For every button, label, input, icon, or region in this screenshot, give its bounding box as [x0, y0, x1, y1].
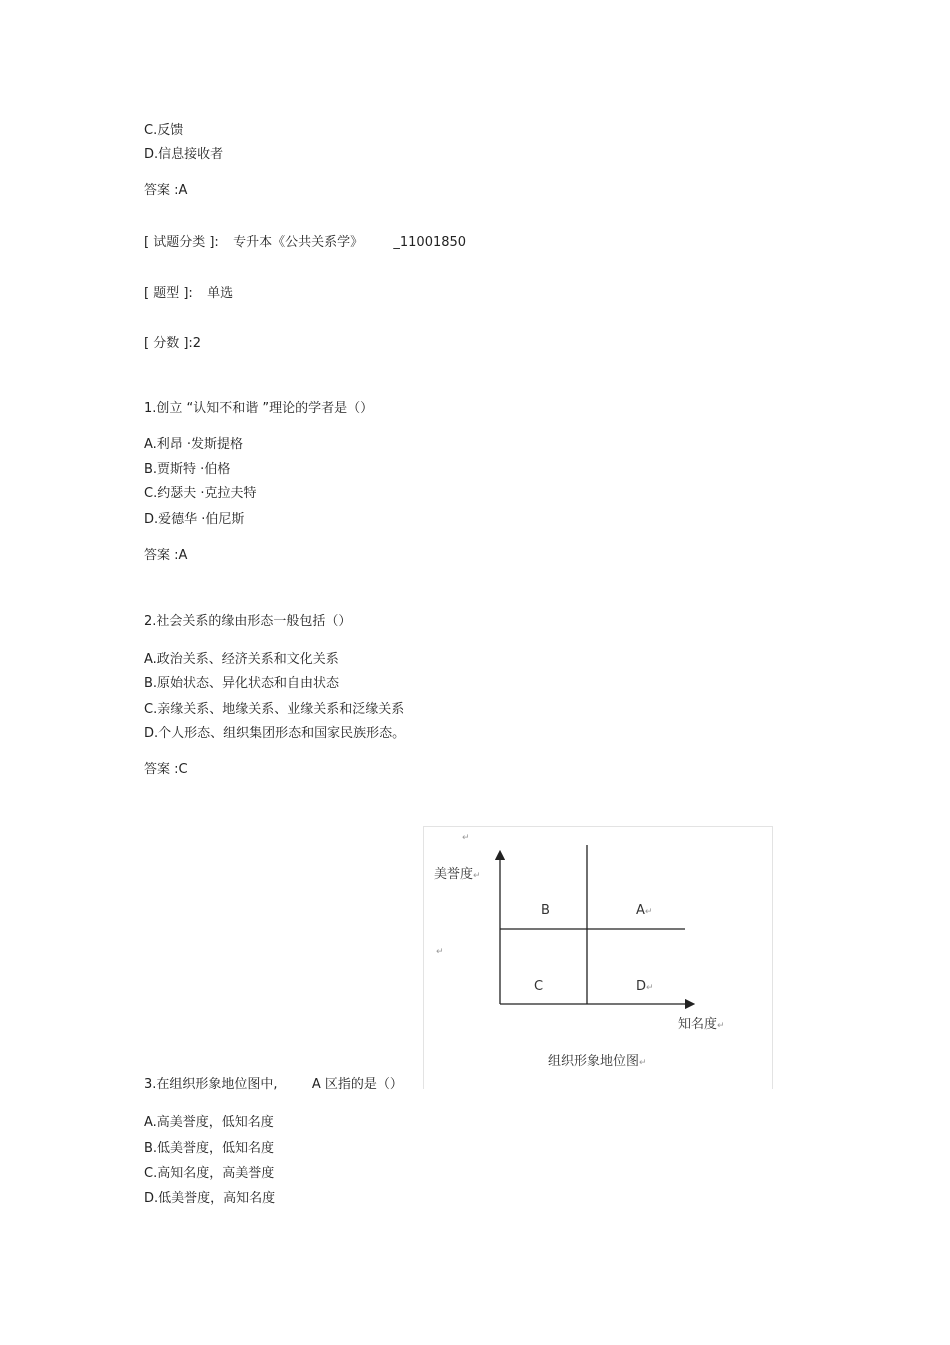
question-3-option-b: B.低美誉度，低知名度	[144, 1141, 275, 1156]
question-3-option-c: C.高知名度，高美誉度	[144, 1166, 275, 1181]
y-axis-label: 美誉度↵	[434, 867, 481, 882]
image-position-figure	[423, 826, 773, 1089]
question-2-stem: 2.社会关系的缘由形态一般包括（）	[144, 614, 352, 629]
category-label: [ 试题分类 ]:	[144, 235, 219, 250]
question-3-stem-part-1: 3.在组织形象地位图中,	[144, 1077, 278, 1092]
answer: 答案 :A	[144, 183, 188, 198]
quadrant-a-label: A↵	[636, 903, 653, 918]
paragraph-mark: ↵	[462, 833, 470, 843]
question-1-option-c: C.约瑟夫 ·克拉夫特	[144, 486, 257, 501]
question-2-option-a: A.政治关系、经济关系和文化关系	[144, 652, 339, 667]
type-value: 单选	[207, 286, 234, 301]
question-3-option-d: D.低美誉度，高知名度	[144, 1191, 276, 1206]
category-value: 专升本《公共关系学》	[233, 235, 364, 250]
paragraph-mark: ↵	[436, 947, 444, 957]
question-1-option-b: B.贾斯特 ·伯格	[144, 462, 231, 477]
type-line	[144, 286, 233, 302]
question-1-option-d: D.爱德华 ·伯尼斯	[144, 512, 245, 527]
question-3-stem	[144, 1077, 403, 1093]
category-line	[144, 235, 466, 251]
option-d: D.信息接收者	[144, 147, 224, 162]
question-1-stem: 1.创立 “认知不和谐 ”理论的学者是（）	[144, 401, 374, 416]
type-label: [ 题型 ]:	[144, 286, 193, 301]
option-c: C.反馈	[144, 123, 184, 138]
question-3-option-a: A.高美誉度，低知名度	[144, 1115, 274, 1130]
question-2-option-c: C.亲缘关系、地缘关系、业缘关系和泛缘关系	[144, 702, 405, 717]
category-code: _11001850	[393, 235, 467, 250]
question-3-stem-part-2: A 区指的是（）	[311, 1077, 403, 1092]
score-line: [ 分数 ]:2	[144, 336, 202, 351]
quadrant-d-label: D↵	[636, 979, 654, 994]
quadrant-c-label: C	[534, 979, 544, 994]
question-2-answer: 答案 :C	[144, 762, 188, 777]
question-2-option-d: D.个人形态、组织集团形态和国家民族形态。	[144, 726, 406, 741]
x-axis-label: 知名度↵	[678, 1017, 725, 1032]
question-1-option-a: A.利昂 ·发斯提格	[144, 437, 244, 452]
figure-caption: 组织形象地位图↵	[548, 1054, 647, 1069]
question-1-answer: 答案 :A	[144, 548, 188, 563]
quadrant-b-label: B	[541, 903, 550, 918]
question-2-option-b: B.原始状态、异化状态和自由状态	[144, 676, 340, 691]
